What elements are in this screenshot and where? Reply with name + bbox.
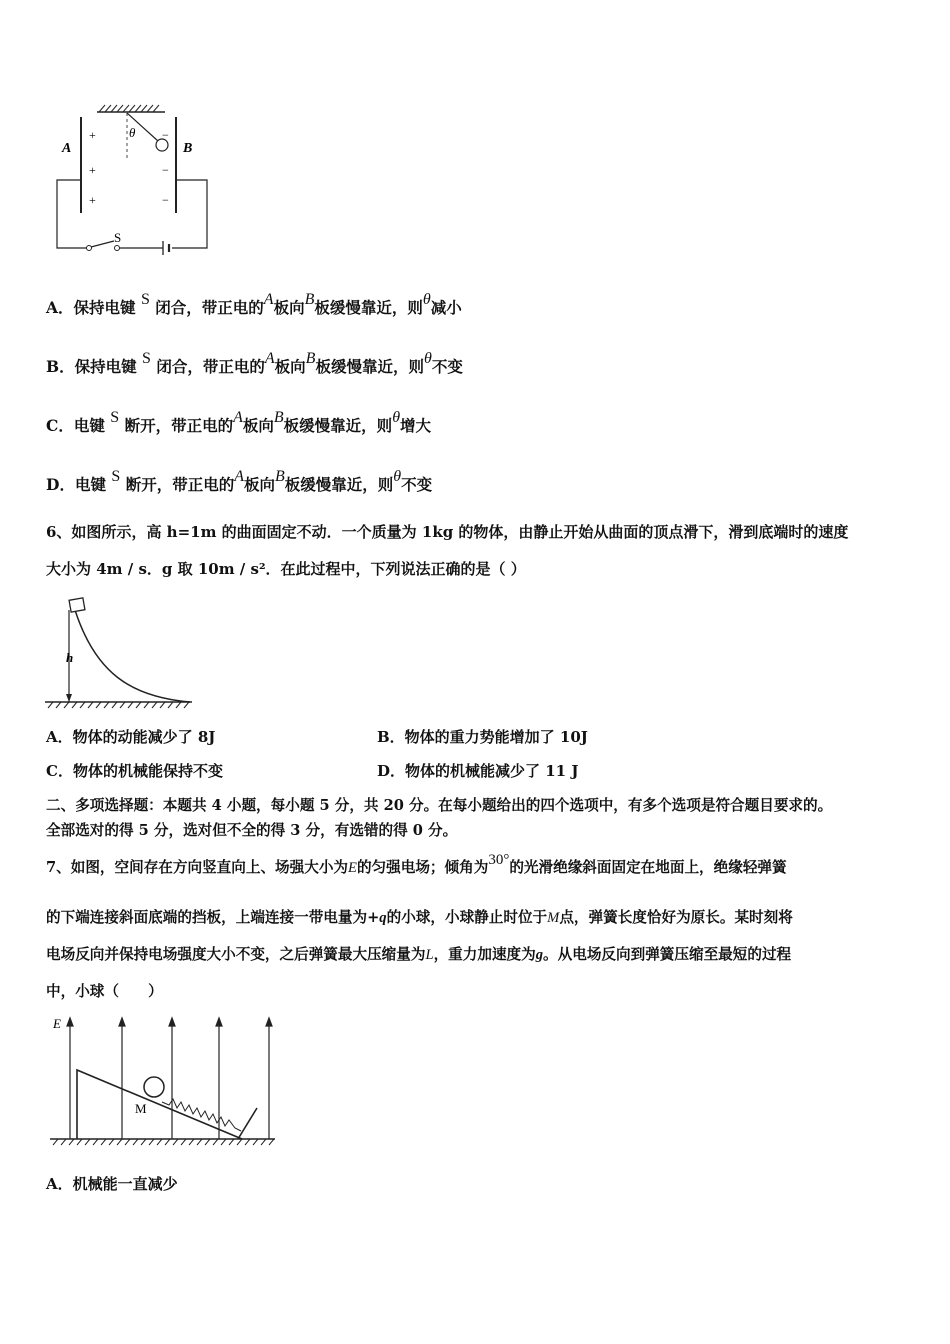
plus-sign: + bbox=[89, 193, 96, 207]
minus-sign: − bbox=[162, 163, 169, 177]
q5-option-a: A．保持电键 S 闭合，带正电的A板向B板缓慢靠近，则θ减小 bbox=[46, 291, 462, 317]
plus-sign: + bbox=[89, 128, 96, 142]
label-a: A bbox=[62, 141, 72, 156]
section2-line1: 二、多项选择题：本题共 4 小题，每小题 5 分，共 20 分。在每小题给出的四个选项中，有多个选项是符合题目要求的。 bbox=[46, 797, 833, 814]
sliding-block bbox=[69, 598, 85, 612]
q6-option-a: A．物体的动能减少了 8J bbox=[46, 728, 216, 746]
field-label-e: E bbox=[53, 1016, 61, 1031]
section2-line2: 全部选对的得 5 分，选对但不全的得 3 分，有选错的得 0 分。 bbox=[46, 822, 458, 839]
q5-option-c: C．电键 S 断开，带正电的A板向B板缓慢靠近，则θ增大 bbox=[46, 409, 432, 435]
q7-option-a: A．机械能一直减少 bbox=[46, 1175, 178, 1193]
q5-option-b: B．保持电键 S 闭合，带正电的A板向B板缓慢靠近，则θ不变 bbox=[46, 350, 463, 376]
q6-option-c: C．物体的机械能保持不变 bbox=[46, 762, 223, 780]
label-b: B bbox=[183, 141, 193, 156]
q6-option-d: D．物体的机械能减少了 11 J bbox=[377, 762, 579, 780]
plus-sign: + bbox=[89, 163, 96, 177]
q7-stem-line3: 电场反向并保持电场强度大小不变，之后弹簧最大压缩量为L，重力加速度为g。从电场反向到弹簧压缩至最短的过程 bbox=[46, 946, 792, 963]
minus-sign: − bbox=[162, 193, 169, 207]
q5-capacitor-figure bbox=[45, 95, 220, 265]
spring bbox=[162, 1099, 241, 1131]
theta-label: θ bbox=[129, 125, 136, 140]
stopper-plate bbox=[238, 1108, 257, 1139]
height-label: h bbox=[66, 650, 74, 665]
q7-stem-line2: 的下端连接斜面底端的挡板，上端连接一带电量为+q的小球，小球静止时位于M点，弹簧长度恰好为原长。某时刻将 bbox=[46, 909, 793, 926]
q7-incline-figure bbox=[45, 1012, 285, 1152]
point-m-label: M bbox=[135, 1101, 147, 1116]
q7-stem-line1: 7、如图，空间存在方向竖直向上、场强大小为E的匀强电场；倾角为30°的光滑绝缘斜面固定在地面上，绝缘轻弹簧 bbox=[46, 852, 787, 876]
q6-option-b: B．物体的重力势能增加了 10J bbox=[377, 728, 588, 746]
q7-stem-line4: 中，小球（ ） bbox=[46, 983, 163, 1000]
q6-stem-line1: 6、如图所示，高 h=1m 的曲面固定不动．一个质量为 1kg 的物体，由静止开始从曲面的顶点滑下，滑到底端时的速度 bbox=[46, 523, 849, 541]
q6-curve-figure bbox=[40, 592, 200, 712]
q6-stem-line2: 大小为 4m / s．g 取 10m / s²．在此过程中，下列说法正确的是（ ） bbox=[46, 560, 526, 578]
q5-option-d: D．电键 S 断开，带正电的A板向B板缓慢靠近，则θ不变 bbox=[46, 468, 433, 494]
switch-label: S bbox=[114, 230, 122, 245]
charged-ball bbox=[144, 1077, 164, 1097]
minus-sign: − bbox=[162, 128, 169, 142]
